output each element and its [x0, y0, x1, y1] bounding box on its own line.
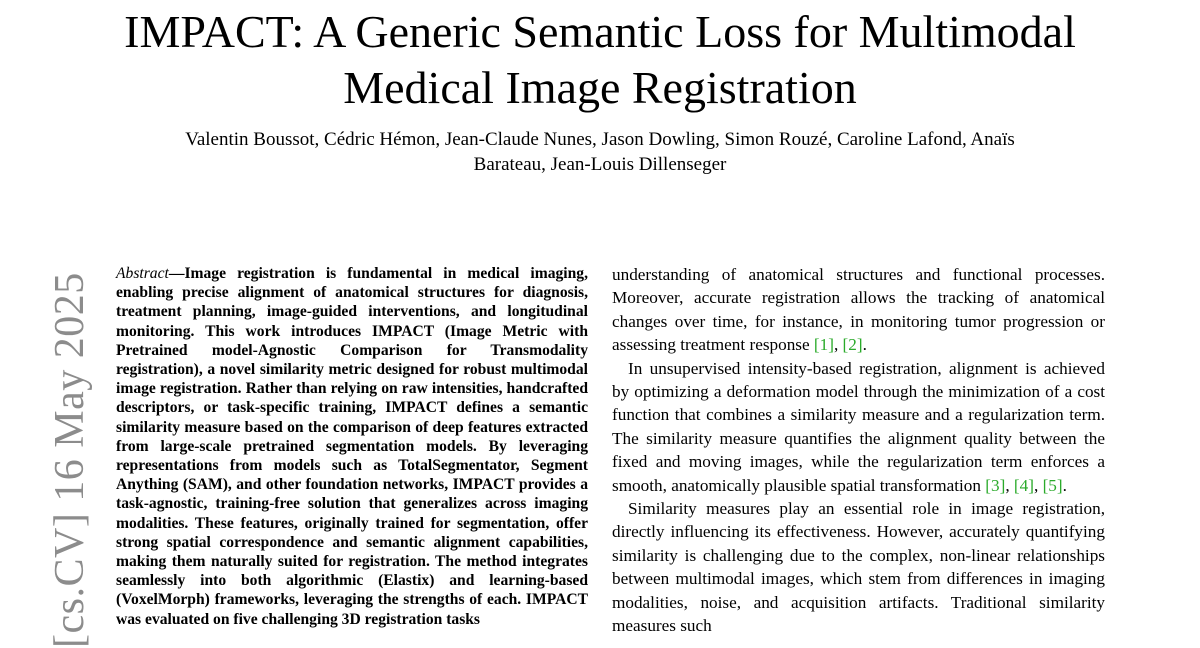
paragraph-text: Similarity measures play an essential role in image registration, directly influencing its effectiveness. However, accurately quantifying similarity is challenging due to the complex, non-linear relationships between multimodal images, which stem from differences in imaging modalities, noise, and acquisition artifacts. Traditional similarity measures such [612, 499, 1105, 636]
abstract [116, 264, 588, 629]
title-line-2: Medical Image Registration [343, 62, 857, 113]
paragraph-text: In unsupervised intensity-based registration, alignment is achieved by optimizing a deformation model through the minimization of a cost function that combines a similarity measure and a regularization term. The similarity measure quantifies the alignment quality between the fixed and moving images, while the regularization term enforces a smooth, anatomically plausible spatial transformation [612, 358, 1105, 495]
abstract-label: Abstract [116, 265, 169, 282]
citation-link[interactable]: [2] [842, 335, 863, 355]
arxiv-stamp: [cs.CV] 16 May 2025 [47, 272, 93, 648]
citation-separator: , [1033, 475, 1043, 495]
citation-link[interactable]: [5] [1042, 475, 1063, 495]
citation-separator: , [1005, 475, 1014, 495]
sentence-end: . [862, 335, 867, 355]
paper-title [0, 4, 1200, 116]
body-column-right [612, 263, 1105, 638]
citation-separator: , [833, 335, 843, 355]
citation-link[interactable]: [1] [813, 335, 834, 355]
citation-link[interactable]: [4] [1013, 475, 1034, 495]
citation-link[interactable]: [3] [985, 475, 1006, 495]
abstract-text: Image registration is fundamental in medical imaging, enabling precise alignment of anatomical structures for diagnosis, treatment planning, image-guided interventions, and longitudinal monitoring. This work introduces IMPACT (Image Metric with Pretrained model-Agnostic Comparison for Transmodality registration), a novel similarity metric designed for robust multimodal image registration. Rather than relying on raw intensities, handcrafted descriptors, or task-specific training, IMPACT defines a semantic similarity measure based on the comparison of deep features extracted from large-scale pretrained segmentation models. By leveraging representations from models such as TotalSegmentator, Segment Anything (SAM), and other foundation networks, IMPACT provides a task-agnostic, training-free solution that generalizes across imaging modalities. These features, originally trained for segmentation, offer strong spatial correspondence and semantic alignment capabilities, making them naturally suited for registration. The method integrates seamlessly into both algorithmic (Elastix) and learning-based (VoxelMorph) frameworks, leveraging the strengths of each. IMPACT was evaluated on five challenging 3D registration tasks [116, 265, 588, 628]
body-paragraph-2 [612, 357, 1105, 497]
title-line-1: IMPACT: A Generic Semantic Loss for Multimodal [124, 6, 1076, 57]
body-paragraph-1 [612, 263, 1105, 357]
authors-line-2: Barateau, Jean-Louis Dillenseger [473, 154, 727, 175]
sentence-end: . [1062, 475, 1067, 495]
abstract-dash: — [168, 265, 185, 282]
paragraph-text: understanding of anatomical structures and functional processes. Moreover, accurate registration allows the tracking of anatomical changes over time, for instance, in monitoring tumor progression or assessing treatment response [612, 265, 1105, 355]
body-paragraph-3 [612, 497, 1105, 637]
authors-line-1: Valentin Boussot, Cédric Hémon, Jean-Claude Nunes, Jason Dowling, Simon Rouzé, Caroline Lafond, Anaïs [185, 129, 1015, 150]
author-list [100, 127, 1100, 177]
